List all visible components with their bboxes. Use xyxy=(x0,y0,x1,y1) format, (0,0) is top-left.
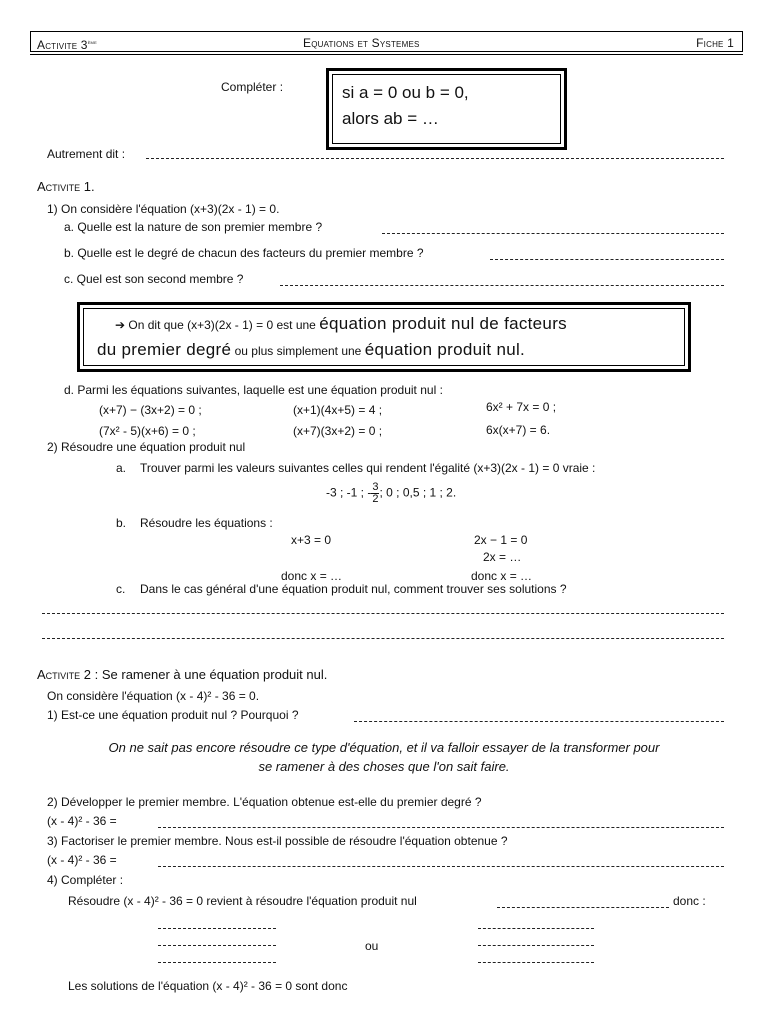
ou-label: ou xyxy=(365,939,379,953)
answer-line[interactable] xyxy=(158,866,724,867)
activite2-title: Activite 2 : Se ramener à une équation produit nul. xyxy=(37,667,328,682)
definition-line-1: ➔ On dit que (x+3)(2x - 1) = 0 est une équation produit nul de facteurs xyxy=(115,314,567,333)
equation-option: 6x² + 7x = 0 ; xyxy=(486,400,557,414)
answer-line[interactable] xyxy=(478,945,594,946)
answer-line[interactable] xyxy=(42,638,724,639)
a2-q4: 4) Compléter : xyxy=(47,873,124,887)
a2-expr1: (x - 4)² - 36 = xyxy=(47,814,117,828)
a1-q2b-label: b. xyxy=(116,516,127,530)
a1-q1a: a. Quelle est la nature de son premier membre ? xyxy=(64,220,323,234)
answer-line[interactable] xyxy=(478,962,594,963)
equation-option: (7x² - 5)(x+6) = 0 ; xyxy=(99,424,196,438)
a1-q1c: c. Quel est son second membre ? xyxy=(64,272,244,286)
fraction: $\frac{3}{2}$ xyxy=(372,481,379,505)
a2-solutions: Les solutions de l'équation (x - 4)² - 36 = 0 sont donc xyxy=(68,979,348,993)
a1-q2: 2) Résoudre une équation produit nul xyxy=(47,440,246,454)
header-title: Equations et Systemes xyxy=(303,36,420,50)
activite1-title: Activite 1. xyxy=(37,179,95,194)
autrement-dit-label: Autrement dit : xyxy=(47,147,126,161)
answer-line[interactable] xyxy=(146,158,724,159)
a1-q2c-label: c. xyxy=(116,582,126,596)
equation-option: 6x(x+7) = 6. xyxy=(486,423,551,437)
header-bar xyxy=(30,31,743,52)
arrow-icon: ➔ xyxy=(115,318,126,332)
donc-left: donc x = … xyxy=(281,569,343,583)
equation-option: (x+7) − (3x+2) = 0 ; xyxy=(99,403,202,417)
a2-resoudre: Résoudre (x - 4)² - 36 = 0 revient à résoudre l'équation produit nul xyxy=(68,894,417,908)
answer-line[interactable] xyxy=(382,233,724,234)
answer-line[interactable] xyxy=(490,259,724,260)
answer-line[interactable] xyxy=(478,928,594,929)
a1-q1: 1) On considère l'équation (x+3)(2x - 1) = 0. xyxy=(47,202,280,216)
rule-line-2: alors ab = … xyxy=(342,109,439,128)
a2-intro: On considère l'équation (x - 4)² - 36 = 0. xyxy=(47,689,260,703)
a2-q3: 3) Factoriser le premier membre. Nous est-il possible de résoudre l'équation obtenue ? xyxy=(47,834,508,848)
a1-q1d: d. Parmi les équations suivantes, laquelle est une équation produit nul : xyxy=(64,383,443,397)
italic-note-1: On ne sait pas encore résoudre ce type d'équation, et il va falloir essayer de la transformer pour xyxy=(108,740,660,755)
a2-donc: donc : xyxy=(673,894,706,908)
a1-q2c: Dans le cas général d'une équation produit nul, comment trouver ses solutions ? xyxy=(140,582,567,596)
definition-line-2: du premier degré ou plus simplement une équation produit nul. xyxy=(97,340,526,359)
equation-option: (x+7)(3x+2) = 0 ; xyxy=(293,424,383,438)
answer-line[interactable] xyxy=(42,613,724,614)
answer-line[interactable] xyxy=(158,827,724,828)
a1-q2a-label: a. xyxy=(116,461,127,475)
rule-box xyxy=(326,68,567,150)
equation-right-step: 2x = … xyxy=(483,550,522,564)
header-right: Fiche 1 xyxy=(696,36,734,50)
candidate-values: -3 ; -1 ; - $\frac{3}{2}$ ; 0 ; 0,5 ; 1 ; 2. xyxy=(326,481,457,505)
a1-q2b: Résoudre les équations : xyxy=(140,516,273,530)
answer-line[interactable] xyxy=(158,945,276,946)
equation-right: 2x − 1 = 0 xyxy=(474,533,528,547)
completer-label: Compléter : xyxy=(221,80,284,94)
header-left: Activite 3ème xyxy=(37,38,97,52)
equation-left: x+3 = 0 xyxy=(291,533,332,547)
a2-q1: 1) Est-ce une équation produit nul ? Pourquoi ? xyxy=(47,708,299,722)
a2-expr2: (x - 4)² - 36 = xyxy=(47,853,117,867)
rule-line-1: si a = 0 ou b = 0, xyxy=(342,83,469,102)
italic-note-2: se ramener à des choses que l'on sait faire. xyxy=(258,759,510,774)
donc-right: donc x = … xyxy=(471,569,533,583)
a2-q2: 2) Développer le premier membre. L'équation obtenue est-elle du premier degré ? xyxy=(47,795,482,809)
definition-box xyxy=(77,302,691,372)
answer-line[interactable] xyxy=(354,721,724,722)
answer-line[interactable] xyxy=(497,907,669,908)
answer-line[interactable] xyxy=(158,962,276,963)
answer-line[interactable] xyxy=(280,285,724,286)
a1-q1b: b. Quelle est le degré de chacun des facteurs du premier membre ? xyxy=(64,246,424,260)
equation-option: (x+1)(4x+5) = 4 ; xyxy=(293,403,383,417)
answer-line[interactable] xyxy=(158,928,276,929)
a1-q2a: Trouver parmi les valeurs suivantes celles qui rendent l'égalité (x+3)(2x - 1) = 0 vraie : xyxy=(140,461,596,475)
